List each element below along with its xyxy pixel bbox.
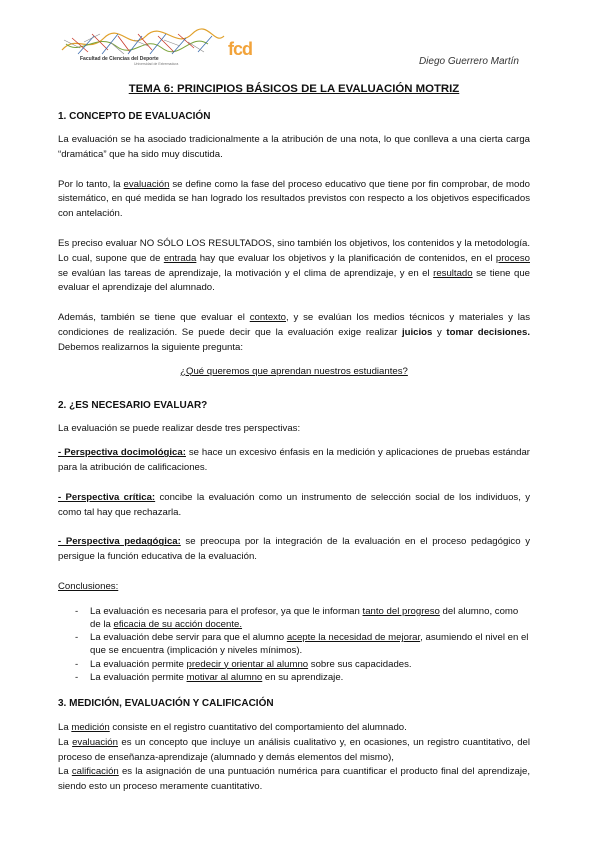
term-resultado: resultado xyxy=(433,267,473,279)
document-title: TEMA 6: PRINCIPIOS BÁSICOS DE LA EVALUACIÓN MOTRIZ xyxy=(128,83,460,95)
perspective-pedagogica: - Perspectiva pedagógica: se preocupa por la integración de la evaluación en el proceso pedagógico y persigue la función educativa de la evaluación. xyxy=(58,536,530,563)
s1-paragraph-4: Además, también se tiene que evaluar el contexto, y se evalúan los medios técnicos y materiales y las condiciones de realización. Se puede decir que la evaluación exige realizar juicios y tomar decisiones. Debemos realizarnos la siguiente pregunta: xyxy=(58,312,531,353)
section-2-heading: 2. ¿ES NECESARIO EVALUAR? xyxy=(58,400,208,412)
logo-fcd-mark: fcd xyxy=(228,39,252,59)
conclusions-list xyxy=(58,605,530,684)
key-question: ¿Qué queremos que aprendan nuestros estudiantes? xyxy=(180,365,408,377)
term-contexto: contexto xyxy=(249,312,286,324)
logo-faculty-name: Facultad de Ciencias del Deporte xyxy=(80,56,159,62)
term-proceso: proceso xyxy=(495,252,530,264)
list-item: - La evaluación es necesaria para el profesor, ya que le informan tanto del progreso del alumno, como de la eficacia de su acción docente. xyxy=(90,605,530,631)
term-juicios: juicios xyxy=(401,326,433,338)
conclusions-title: Conclusiones: xyxy=(58,580,119,592)
s2-intro: La evaluación se puede realizar desde tres perspectivas: xyxy=(58,423,301,435)
term-tomar-decisiones: tomar decisiones. xyxy=(446,326,530,338)
perspective-critica: - Perspectiva crítica: concibe la evaluación como un instrumento de selección social de los individuos, y como tal hay que rechazarla. xyxy=(58,491,530,518)
s3-calificacion: La calificación es la asignación de una puntuación numérica para cuantificar el producto final del aprendizaje, siendo esto un proceso meramente cuantitativo. xyxy=(58,766,531,793)
s3-medicion: La medición consiste en el registro cuantitativo del comportamiento del alumnado. xyxy=(58,721,407,733)
section-3-heading: 3. MEDICIÓN, EVALUACIÓN Y CALIFICACIÓN xyxy=(58,697,274,709)
term-evaluacion: evaluación xyxy=(123,178,170,190)
s3-evaluacion: La evaluación es un concepto que incluye un análisis cualitativo y, en ocasiones, un registro cuantitativo, del proceso de enseñanza-aprendizaje (alumnado y demás elementos del mismo), xyxy=(58,736,530,763)
faculty-logo xyxy=(58,28,258,72)
list-item: - La evaluación debe servir para que el alumno acepte la necesidad de mejorar, asumiendo el nivel en el que se encuentra (implicación y niveles mínimos). xyxy=(90,631,530,657)
logo-university-name: Universidad de Extremadura xyxy=(134,62,179,66)
s1-paragraph-1: La evaluación se ha asociado tradicionalmente a la atribución de una nota, lo que conlleva a una cierta carga “dramática” que ha sido muy discutida. xyxy=(58,134,530,160)
s1-paragraph-2: Por lo tanto, la evaluación se define como la fase del proceso educativo que tiene por fin comprobar, de modo sistemático, en qué medida se han logrado los resultados previstos con respecto a los objetivos especificados con antelación. xyxy=(58,178,530,220)
s1-paragraph-3: Es preciso evaluar NO SÓLO LOS RESULTADOS, sino también los objetivos, los contenidos y la metodología. Lo cual, supone que de entrada hay que evaluar los objetivos y la planificación de contenidos, en el proceso se evalúan las tareas de aprendizaje, la motivación y el clima de aprendizaje, y en el resultado se tiene que evaluar el aprendizaje del alumnado. xyxy=(58,237,530,294)
section-1-heading: 1. CONCEPTO DE EVALUACIÓN xyxy=(58,111,211,122)
perspective-docimologica: - Perspectiva docimológica: se hace un excesivo énfasis en la medición y aplicaciones de pruebas estándar para la atribución de calificaciones. xyxy=(58,447,530,473)
author-name: Diego Guerrero Martín xyxy=(418,56,519,67)
term-entrada: entrada xyxy=(163,252,197,264)
list-item: - La evaluación permite motivar al alumno en su aprendizaje. xyxy=(90,671,530,684)
document-body xyxy=(58,78,530,795)
list-item: - La evaluación permite predecir y orientar al alumno sobre sus capacidades. xyxy=(90,658,530,671)
